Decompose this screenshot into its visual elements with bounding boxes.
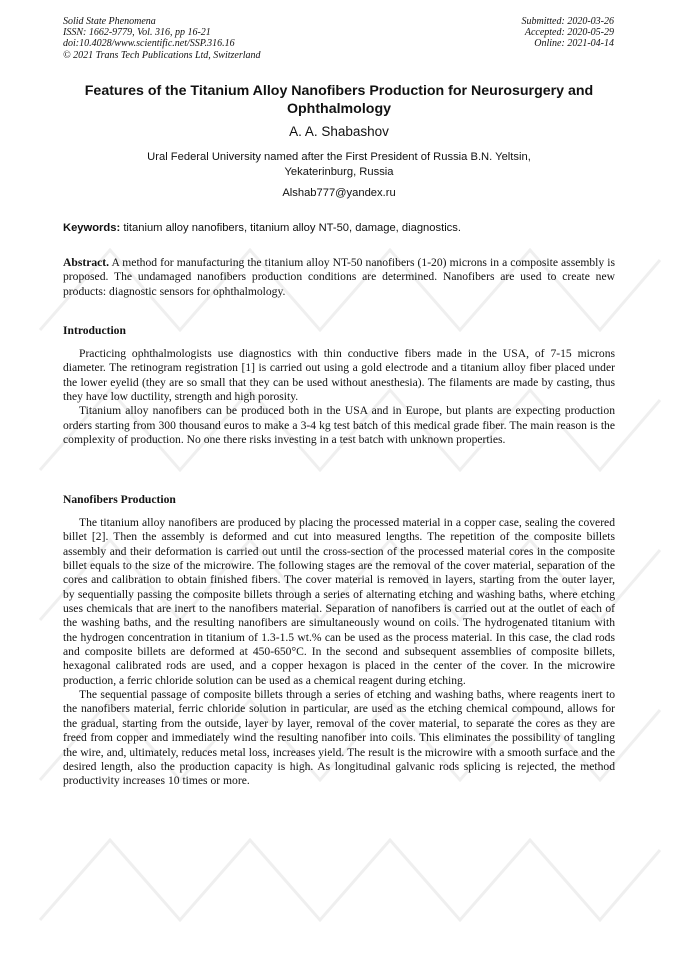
keywords-text: titanium alloy nanofibers, titanium alloy NT-50, damage, diagnostics. — [123, 222, 461, 234]
introduction-heading: Introduction — [63, 324, 126, 337]
production-paragraph-1: The titanium alloy nanofibers are produced by placing the processed material in a copper case, sealing the covered billet [2]. Then the assembly is deformed and cut into measured lengths. The repetition of the composite billets assembly and their deformation is carried out until the cross-section of the processed material cores in the composite billet equals to the size of the microwire. The following stages are the removal of the cover material, separation of the cores and calibration to obtain finished fibers. The cover material is removed in layers, starting from the outer layer, by sequentially passing the composite billets through a series of alternating etching and washing baths, where etching uses chemicals that are inert to the nanofibers material. Separation of nanofibers is carried out at the outlet of each of the washing baths, and the resulting nanofibers are simultaneously wound on coils. The hydrogenated titanium with the hydrogen concentration in titanium of 1.3-1.5 wt.% can be used as the process material. In this case, the clad rods and composite billets are deformed at 450-650°C. In the second and subsequent assemblies of composite billets, hexagonal calibrated rods are used, and a copper hexagon is placed in the center of the cover. In the microwire production, a ferric chloride solution can be used as a chemical reagent during etching. — [63, 516, 615, 687]
journal-issn: ISSN: 1662-9779, Vol. 316, pp 16-21 — [63, 27, 211, 39]
abstract-label: Abstract. — [63, 256, 110, 269]
author-email: Alshab777@yandex.ru — [282, 187, 396, 199]
production-paragraph-2: The sequential passage of composite billets through a series of etching and washing baths, where reagents inert to the nanofibers material, ferric chloride solution in particular, are used as the etching chemical compound, allows for the gradual, starting from the outside, layer by layer, removal of the cover material, to separate the cores as they are freed from copper and immediately wind the resulting nanofiber into coils. This eliminates the possibility of tangling the wire, and, ultimately, reduces metal loss, increases yield. The result is the microwire with a smooth surface and the desired length, also the production capacity is high. As longitudinal galvanic rods splicing is rejected, the method productivity increases 10 times or more. — [63, 688, 615, 788]
journal-doi: doi:10.4028/www.scientific.net/SSP.316.16 — [63, 38, 235, 50]
submitted-date: Submitted: 2020-03-26 — [521, 16, 614, 27]
journal-copyright: © 2021 Trans Tech Publications Ltd, Switzerland — [63, 49, 261, 61]
keywords-label: Keywords: — [63, 222, 121, 234]
submission-dates — [522, 16, 615, 50]
author-name: A. A. Shabashov — [289, 124, 389, 139]
introduction-paragraph-2: Titanium alloy nanofibers can be produced both in the USA and in Europe, but plants are expecting production orders starting from 300 thousand euros to make a 3-4 kg test batch of this medical grade fiber. The main reason is the complexity of production. No one there risks investing in a test batch with unknown properties. — [63, 404, 615, 447]
introduction-section — [63, 347, 615, 447]
introduction-paragraph-1: Practicing ophthalmologists use diagnostics with thin conductive fibers made in the USA, of 7-15 microns diameter. The retinogram registration [1] is carried out using a gold electrode and a titanium alloy fiber placed under the lower eyelid (they are so small that they can be used without anesthesia). The filaments are made by casting, thus they have low ductility, strength and high porosity. — [63, 347, 615, 404]
author-affiliation: Ural Federal University named after the First President of Russia B.N. Yeltsin, Yekaterinburg, Russia — [147, 151, 531, 178]
production-heading: Nanofibers Production — [63, 493, 176, 506]
journal-info — [63, 16, 261, 61]
abstract — [63, 256, 615, 299]
production-section — [63, 516, 615, 789]
accepted-date: Accepted: 2020-05-29 — [524, 27, 614, 39]
journal-name: Solid State Phenomena — [63, 16, 156, 27]
keywords — [63, 221, 615, 236]
online-date: Online: 2021-04-14 — [534, 38, 614, 50]
paper-title: Features of the Titanium Alloy Nanofibers Production for Neurosurgery and Ophthalmology — [84, 83, 594, 117]
abstract-text: A method for manufacturing the titanium alloy NT-50 nanofibers (1-20) microns in a composite assembly is proposed. The undamaged nanofibers production conditions are determined. Nanofibers are used to create new products: diagnostic sensors for ophthalmology. — [63, 256, 615, 298]
